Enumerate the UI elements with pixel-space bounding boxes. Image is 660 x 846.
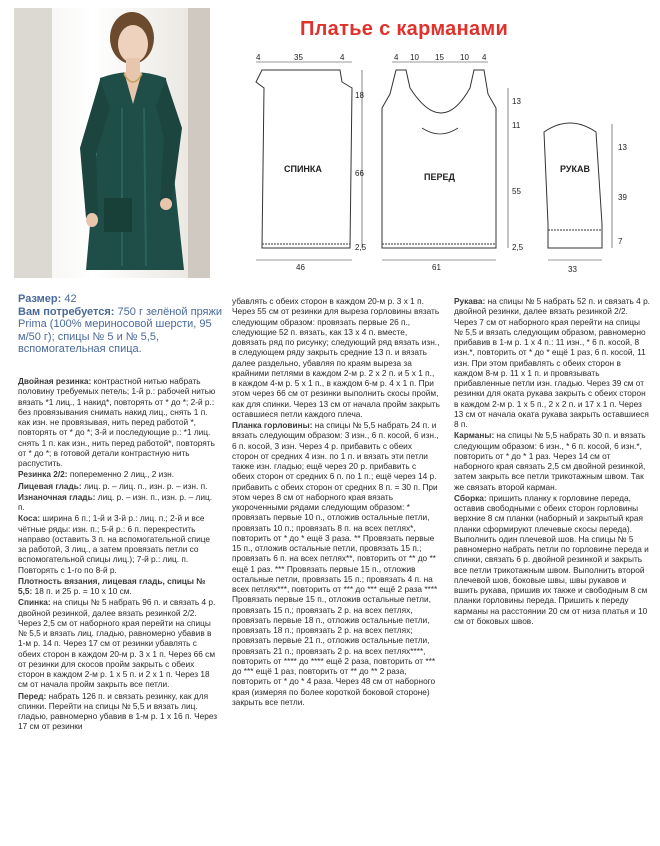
instructions-column-1 <box>18 376 218 733</box>
para-pockets: Карманы: на спицы № 5,5 набрать 30 п. и вязать следующим образом: 6 изн., * 6 п. косой, 6 изн.*, повторить от * до * 1 раз. Через 14 см от наборного края связать 2,5 см двойной резинкой, затем закрыть все петли трикотажным швом. Так же связать второй карман. <box>454 430 646 492</box>
back-dim-width: 46 <box>296 263 305 272</box>
size-line <box>18 293 228 306</box>
back-dim-armhole: 18 <box>355 91 364 100</box>
para-assembly: Сборка: пришить планку к горловине переда, оставив свободными с обеих сторон горловины верхние 8 см планки (наборный и закрытый края планки сформируют плечевые скосы переда). Выполнить один плечевой шов. На спицы № 5 равномерно набрать петли по горловине переда и спинки, связать 6 р. двойной резинкой и закрыть все петли трикотажным швом. Выполнить второй плечевой шов, боковые швы, швы рукавов и вшить рукава, пришив их также и свободным 8 см планки горловины переда. Пришить к переду карманы на расстоянии 20 см от низа платья и 10 см от боковых швов. <box>454 492 649 626</box>
para-gauge: Плотность вязания, лицевая гладь, спицы № 5,5: 18 п. и 25 р. = 10 х 10 см. <box>18 575 206 596</box>
front-label: ПЕРЕД <box>424 172 455 182</box>
back-dim-top-mid: 35 <box>294 53 303 62</box>
pattern-schematics <box>232 48 652 278</box>
photo-background-left <box>14 8 52 278</box>
para-front-cont: убавлять с обеих сторон в каждом 20-м р. 3 х 1 п. Через 55 см от резинки для выреза горловины вязать следующим образом: провязать первые 26 п., следующие 52 п. вязать, как 13 х 4 п. вместе, довязать ряд по рисунку; следующий ряд вязать изн., в следующем ряду закрыть средние 13 п. и вязать далее раздельно, убавляя по краям выреза за крайними петлями в каждом 2-м р. 2 х 2 п. и 5 х 1 п., в каждом 4-м р. 5 х 1 п., в каждом 6-м р. 4 х 1 п. При этом через 66 см от резинки выполнить скосы пройм, как для спинки. Через 13 см от начала пройм закрыть оставшиеся петли каждого плеча. <box>232 296 440 419</box>
materials-block <box>18 293 228 356</box>
para-cable: Коса: ширина 6 п.; 1-й и 3-й р.: лиц. п.; 2-й и все чётные ряды: изн. п.; 5-й р.: 6 п. перекрестить направо (оставить 3 п. на вспомогательной спице за работой, 3 лиц., а затем провязать петли со вспомогательной спицы лиц.); 7-й р.: лиц. п. Повторять с 1-го по 8-й р. <box>18 513 211 575</box>
instructions-column-3 <box>454 296 650 627</box>
sleeve-dim-cuff: 7 <box>618 237 623 246</box>
sleeve-label: РУКАВ <box>560 164 590 174</box>
sleeve-dim-width: 33 <box>568 265 577 274</box>
sleeve-schematic <box>544 123 612 260</box>
front-schematic <box>382 62 508 260</box>
back-dim-top-left: 4 <box>256 53 261 62</box>
front-dim-strap-right: 4 <box>482 53 487 62</box>
size-value: 42 <box>64 293 77 305</box>
need-value: 750 г зелёной пряжи Prima (100% мериносовой шерсти, 95 м/50 г); спицы № 5 и № 5,5, вспомогательная спица. <box>18 305 223 355</box>
sleeve-dim-cap: 13 <box>618 143 627 152</box>
front-dim-length: 55 <box>512 187 521 196</box>
front-dim-neck: 15 <box>435 53 444 62</box>
size-label: Размер: <box>18 293 62 305</box>
need-label: Вам потребуется: <box>18 305 115 318</box>
front-dim-shoulder-right: 10 <box>460 53 469 62</box>
back-schematic <box>256 62 362 260</box>
para-neckband: Планка горловины: на спицы № 5,5 набрать 24 п. и вязать следующим образом: 3 изн., 6 п. косой, 6 изн., 6 п. косой, 3 изн. Через 4 р. прибавить с обеих сторон от средних 4 изн. по 1 п. и вязать эти петли также изн. гладью; ещё через 20 р. прибавить с обеих сторон от средних 6 п. по 1 п.; ещё через 14 р. прибавить с обеих сторон от средних 8 п. = 30 п. При этом через 8 см от наборного края вязать укороченными рядами следующим образом: * провязать первые 10 п., отложив остальные петли, провязать 10 п.; провязать 8 п. на всех петлях*, повторить от * до * ещё 3 раза. ** Провязать первые 15 п., отложив остальные петли, провязать 15 п.; провязать 6 п. на всех петлях**, повторить от ** до ** ещё 1 раз. *** Провязать первые 15 п., отложив остальные петли, провязать 15 п.; провязать 4 п. на всех петлях***, повторить от *** до *** ещё 2 раза **** Провязать первые 15 п., отложив остальные петли, провязать 15 п.; провязать 2 р. на всех петлях, провязать первые 18 п., отложив остальные петли, провязать 18 п.; провязать 2 р. на всех петлях; провязать первые 21 п., отложив остальные петли, провязать 21 п.; провязать 2 р. на всех петлях****, повторить от **** до **** ещё 2 раза, повторить от *** до *** ещё 1 раз, повторить от ** до ** 2 раза, повторить от * до * 4 раза. Через 48 см от наборного края (измеряя по более короткой боковой стороне) закрыть все петли. <box>232 420 439 707</box>
back-dim-length: 66 <box>355 169 364 178</box>
back-dim-band: 2,5 <box>355 243 367 252</box>
photo-background-right <box>188 8 210 278</box>
para-reverse-stockinette: Изнаночная гладь: лиц. р. – изн. п., изн. р. – лиц. п. <box>18 491 213 512</box>
front-dim-strap-left: 4 <box>394 53 399 62</box>
para-double-rib: Двойная резинка: контрастной нитью набрать половину требуемых петель; 1-й р.: рабочей нитью вязать *1 лиц., 1 накид*, повторять от * до *; 2-й р.: без провязывания снимать накид лиц., снять 1 п. как изн. не провязывая, нить перед работой *, повторять от * до *; 3-й и последующие р.: *1 лиц. снять 1 п. как изн., нить перед работой*, повторять от * до *; в готовой детали контрастную нить распустить. <box>18 376 216 468</box>
front-dim-width: 61 <box>432 263 441 272</box>
front-dim-neckdepth: 11 <box>512 121 521 130</box>
front-dim-armhole: 13 <box>512 97 521 106</box>
para-rib22: Резинка 2/2: попеременно 2 лиц., 2 изн. <box>18 469 175 480</box>
front-dim-band: 2,5 <box>512 243 524 252</box>
back-label: СПИНКА <box>284 164 322 174</box>
para-sleeves: Рукава: на спицы № 5 набрать 52 п. и связать 4 р. двойной резинки, далее вязать резинкой 2/2. Через 7 см от наборного края перейти на спицы № 5,5 и вязать следующим образом, равномерно прибавив в 1-м р. 1 х 4 п.: 11 изн., * 6 п. косой, 8 изн.*, повторить от * до * ещё 1 раз, 6 п. косой, 11 изн. При этом прибавлять с обеих сторон в каждом 8-м р. 11 х 1 п. и провязывать прибавленные петли изн. гладью. Через 39 см от резинки для оката рукава закрыть с обеих сторон в каждом 2-м р. 1 х 5 п., 2 х 2 п. и 17 х 1 п. Через 13 см от начала оката рукава закрыть оставшиеся 8 п. <box>454 296 650 429</box>
para-stockinette: Лицевая гладь: лиц. р. – лиц. п., изн. р. – изн. п. <box>18 480 208 491</box>
instructions-column-2 <box>232 296 440 708</box>
front-dim-shoulder-left: 10 <box>410 53 419 62</box>
page-title: Платье с карманами <box>300 18 509 40</box>
para-front: Перед: набрать 126 п. и связать резинку, как для спинки. Перейти на спицы № 5,5 и вязать лиц. гладью, равномерно убавив в 1-м р. 1 х 16 п. Через 17 см от резинки <box>18 690 218 732</box>
sleeve-dim-length: 39 <box>618 193 627 202</box>
need-line <box>18 306 228 356</box>
model-photo <box>14 8 210 278</box>
back-dim-top-right: 4 <box>340 53 345 62</box>
para-back: Спинка: на спицы № 5 набрать 96 п. и связать 4 р. двойной резинкой, далее вязать резинкой 2/2. Через 2,5 см от наборного края перейти на спицы № 5,5 и вязать лиц. гладью, равномерно убавив в 1-м р. 14 п. Через 17 см от резинки убавлять с обеих сторон в каждом 20-м р. 3 х 1 п. Через 66 см от резинки для скосов пройм закрыть с обеих сторон в каждом 2-м р. 1 х 5 п. и 2 х 1 п. Через 18 см от начала пройм закрыть все петли. <box>18 597 216 690</box>
